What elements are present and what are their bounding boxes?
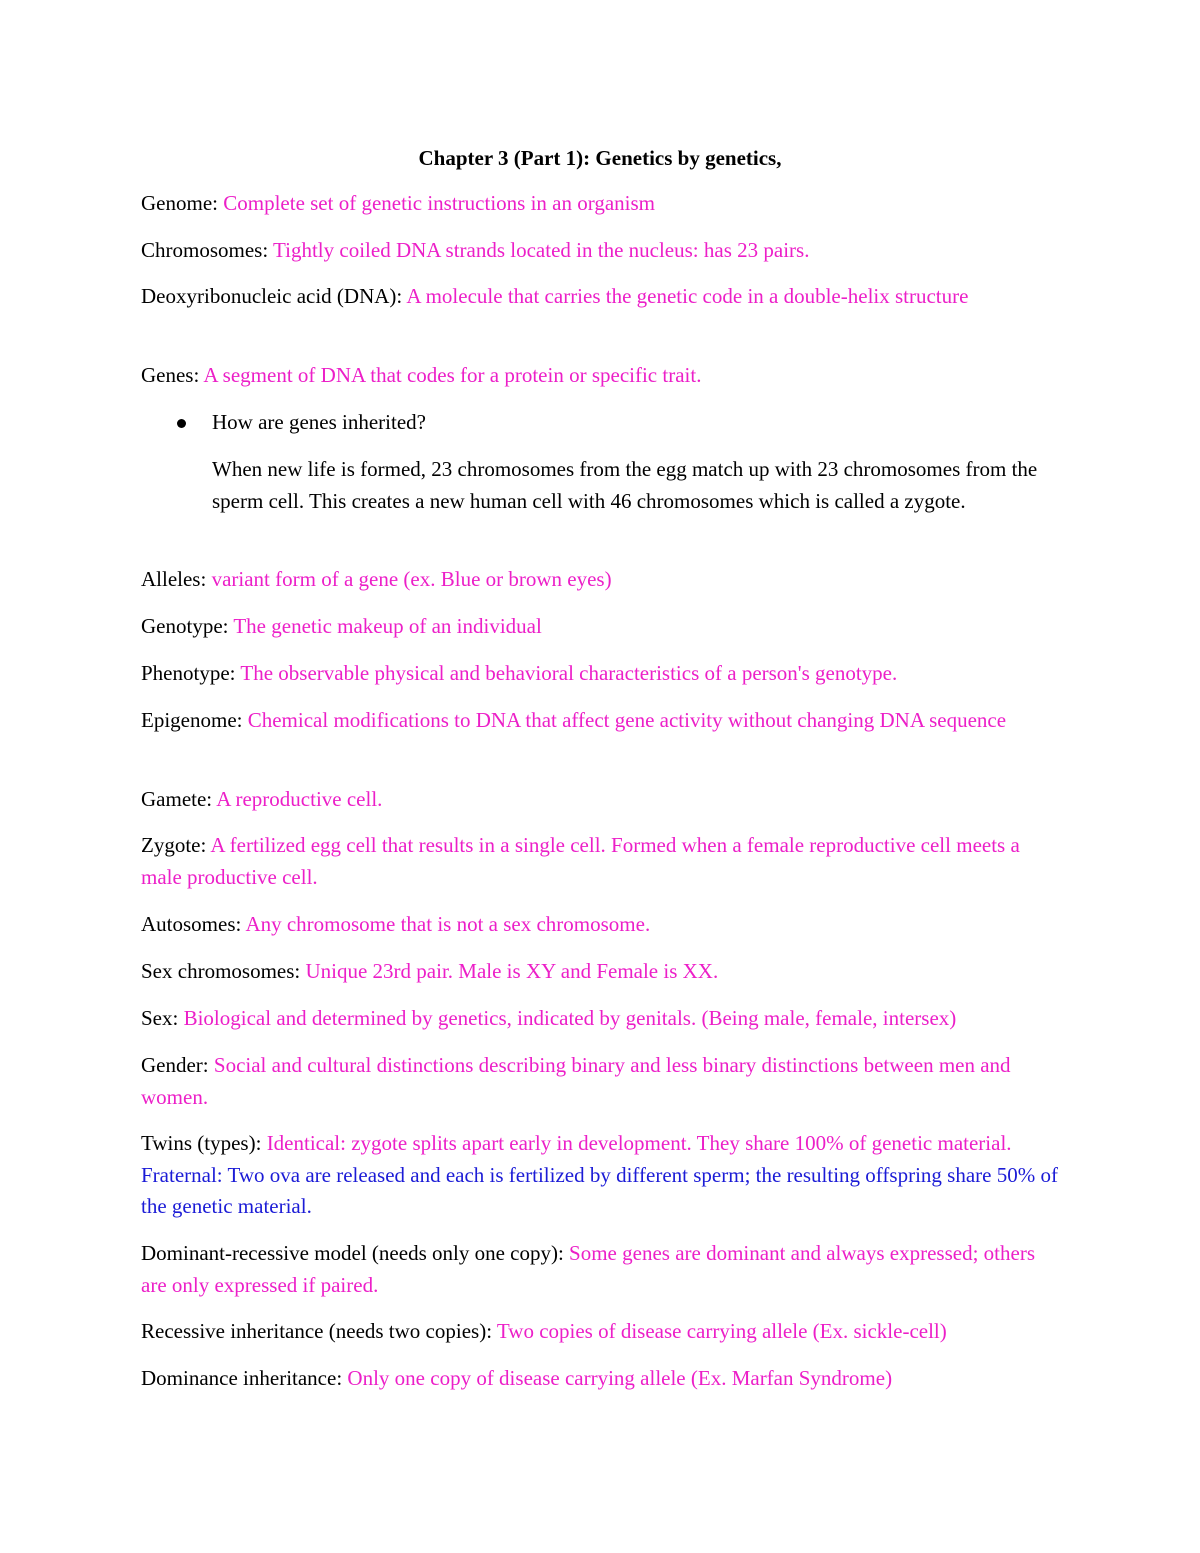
- term-label: Gamete:: [141, 787, 213, 811]
- entry-gender: [141, 1050, 1061, 1113]
- entry-autosomes: [141, 909, 1061, 941]
- term-definition-identical: Identical: zygote splits apart early in development. They share 100% of genetic material.: [266, 1131, 1012, 1155]
- entry-epigenome: [141, 705, 1061, 737]
- term-label: Genome:: [141, 191, 218, 215]
- bullet-item: [141, 407, 1061, 439]
- term-definition: Chemical modifications to DNA that affect gene activity without changing DNA sequence: [247, 708, 1007, 732]
- term-label: Genotype:: [141, 614, 229, 638]
- term-label: Genes:: [141, 363, 200, 387]
- term-label: Gender:: [141, 1053, 209, 1077]
- term-label: Sex:: [141, 1006, 179, 1030]
- term-definition: Only one copy of disease carrying allele (Ex. Marfan Syndrome): [347, 1366, 893, 1390]
- bullet-answer: When new life is formed, 23 chromosomes from the egg match up with 23 chromosomes from the sperm cell. This creates a new human cell with 46 chromosomes which is called a zygote.: [212, 457, 1038, 513]
- page-title: Chapter 3 (Part 1): Genetics by genetics,: [418, 146, 782, 170]
- entry-sex: [141, 1003, 1061, 1035]
- term-definition: The observable physical and behavioral characteristics of a person's genotype.: [240, 661, 898, 685]
- term-definition: Two copies of disease carrying allele (Ex. sickle-cell): [496, 1319, 947, 1343]
- term-definition: Any chromosome that is not a sex chromosome.: [245, 912, 651, 936]
- term-definition: Complete set of genetic instructions in an organism: [223, 191, 656, 215]
- term-definition: Social and cultural distinctions describing binary and less binary distinctions between men and women.: [141, 1053, 1011, 1109]
- entry-genes: [141, 360, 1061, 392]
- entry-chromosomes: [141, 235, 1061, 267]
- term-label: Dominance inheritance:: [141, 1366, 343, 1390]
- term-definition: variant form of a gene (ex. Blue or brown eyes): [211, 567, 612, 591]
- term-label: Chromosomes:: [141, 238, 269, 262]
- entry-dominance-inheritance: [141, 1363, 1061, 1395]
- term-definition: Unique 23rd pair. Male is XY and Female is XX.: [305, 959, 719, 983]
- term-definition: A segment of DNA that codes for a protein or specific trait.: [203, 363, 702, 387]
- term-definition: A molecule that carries the genetic code in a double-helix structure: [406, 284, 969, 308]
- term-label: Dominant-recessive model (needs only one copy):: [141, 1241, 564, 1265]
- term-definition-fraternal: Fraternal: Two ova are released and each is fertilized by different sperm; the resulting offspring share 50% of the genetic material.: [141, 1162, 1058, 1218]
- entry-alleles: [141, 564, 1061, 596]
- entry-twins: [141, 1128, 1061, 1223]
- entry-dominant-recessive: [141, 1238, 1061, 1301]
- term-label: Epigenome:: [141, 708, 243, 732]
- term-definition: Tightly coiled DNA strands located in the nucleus: has 23 pairs.: [273, 238, 810, 262]
- term-definition: A fertilized egg cell that results in a single cell. Formed when a female reproductive cell meets a male productive cell.: [141, 833, 1020, 889]
- entry-phenotype: [141, 658, 1061, 690]
- entry-gamete: [141, 784, 1061, 816]
- term-label: Recessive inheritance (needs two copies):: [141, 1319, 493, 1343]
- entry-dna: [141, 281, 1061, 313]
- term-definition: Some genes are dominant and always expressed; others are only expressed if paired.: [141, 1241, 1035, 1297]
- term-label: Phenotype:: [141, 661, 236, 685]
- bullet-dot-icon: [177, 419, 186, 428]
- entry-zygote: [141, 830, 1061, 893]
- term-definition: The genetic makeup of an individual: [233, 614, 542, 638]
- term-label: Twins (types):: [141, 1131, 262, 1155]
- term-label: Zygote:: [141, 833, 207, 857]
- entry-recessive-inheritance: [141, 1316, 1061, 1348]
- entry-genome: [141, 188, 1061, 220]
- term-definition: A reproductive cell.: [216, 787, 383, 811]
- term-label: Autosomes:: [141, 912, 242, 936]
- term-label: Deoxyribonucleic acid (DNA):: [141, 284, 403, 308]
- entry-sex-chromosomes: [141, 956, 1061, 988]
- term-label: Alleles:: [141, 567, 207, 591]
- bullet-question: How are genes inherited?: [212, 410, 426, 434]
- term-label: Sex chromosomes:: [141, 959, 301, 983]
- entry-genotype: [141, 611, 1061, 643]
- term-definition: Biological and determined by genetics, indicated by genitals. (Being male, female, intersex): [183, 1006, 957, 1030]
